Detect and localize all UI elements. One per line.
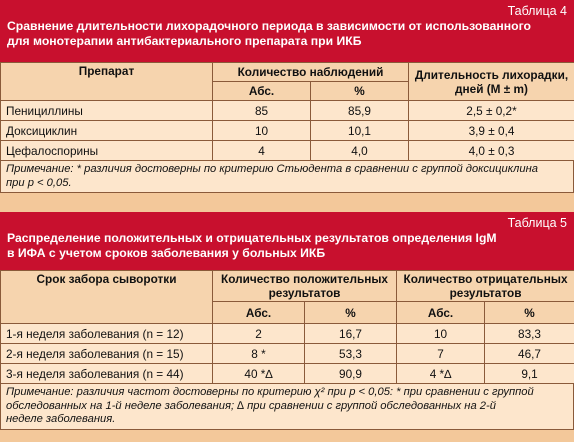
table-row bbox=[1, 344, 574, 364]
table4-cell-abs: 10 bbox=[213, 121, 311, 141]
table4-col-duration bbox=[409, 63, 574, 101]
table5-cell-pos-pct: 90,9 bbox=[305, 364, 397, 384]
table4-header bbox=[0, 0, 574, 62]
table5-cell-neg-abs: 4 *∆ bbox=[397, 364, 485, 384]
table5-cell-pos-abs: 2 bbox=[213, 324, 305, 344]
table4-note-line1: Примечание: * различия достоверны по критерию Стьюдента в сравнении с группой доксициклина bbox=[6, 163, 538, 175]
table5-note-line2: обследованных на 1-й неделе заболевания; ∆ при сравнении с группой обследованных на 2-й bbox=[6, 399, 496, 412]
table5-title-line2: в ИФА с учетом сроков заболевания у больных ИКБ bbox=[7, 246, 326, 260]
table4-cell-abs: 85 bbox=[213, 101, 311, 121]
table4-col-duration-line2: дней (M ± m) bbox=[455, 81, 528, 96]
table4-cell-pct: 85,9 bbox=[311, 101, 409, 121]
table4-col-abs: Абс. bbox=[213, 82, 311, 101]
table-row bbox=[1, 324, 574, 344]
table4-col-pct: % bbox=[311, 82, 409, 101]
table5-cell-neg-pct: 46,7 bbox=[485, 344, 574, 364]
table5-title-line1: Распределение положительных и отрицательных результатов определения IgM bbox=[7, 231, 497, 245]
table5 bbox=[0, 270, 574, 384]
table5-col-period: Срок забора сыворотки bbox=[1, 271, 213, 324]
table4-cell-duration: 3,9 ± 0,4 bbox=[409, 121, 574, 141]
table5-col-neg-pct: % bbox=[485, 302, 574, 324]
table5-col-pos-abs: Абс. bbox=[213, 302, 305, 324]
table5-cell-pos-pct: 53,3 bbox=[305, 344, 397, 364]
table5-cell-neg-pct: 83,3 bbox=[485, 324, 574, 344]
table5-cell-neg-abs: 7 bbox=[397, 344, 485, 364]
table5-note-line3: неделе заболевания. bbox=[6, 413, 116, 425]
table5-col-negative-line2: результатов bbox=[449, 286, 522, 300]
table4-note bbox=[0, 161, 574, 193]
table-row bbox=[1, 101, 574, 121]
table-row bbox=[1, 364, 574, 384]
table5-cell-neg-abs: 10 bbox=[397, 324, 485, 344]
table5-col-negative-line1: Количество отрицательных bbox=[403, 272, 568, 286]
table4-cell-abs: 4 bbox=[213, 141, 311, 161]
table4-col-duration-line1: Длительность лихорадки, bbox=[414, 67, 569, 82]
table4-block bbox=[0, 0, 574, 193]
table5-col-positive-line2: результатов bbox=[268, 286, 341, 300]
table-row bbox=[1, 141, 574, 161]
table5-col-neg-abs: Абс. bbox=[397, 302, 485, 324]
table4-number: Таблица 4 bbox=[507, 4, 567, 18]
table5-cell-neg-pct: 9,1 bbox=[485, 364, 574, 384]
table5-col-negative bbox=[397, 271, 574, 302]
table4-cell-drug: Пенициллины bbox=[1, 101, 213, 121]
table5-note-line1: Примечание: различия частот достоверны по критерию χ² при p < 0,05: * при сравнении с группой bbox=[6, 386, 534, 398]
table-row bbox=[1, 121, 574, 141]
table4-cell-drug: Доксициклин bbox=[1, 121, 213, 141]
table4-title-line2: для монотерапии антибактериального препарата при ИКБ bbox=[7, 34, 362, 48]
table4-cell-duration: 4,0 ± 0,3 bbox=[409, 141, 574, 161]
table5-col-positive bbox=[213, 271, 397, 302]
table5-note bbox=[0, 384, 574, 430]
table5-cell-period: 3-я неделя заболевания (n = 44) bbox=[1, 364, 213, 384]
table5-col-pos-pct: % bbox=[305, 302, 397, 324]
table4-title-line1: Сравнение длительности лихорадочного периода в зависимости от использованного bbox=[7, 19, 531, 33]
table4 bbox=[0, 62, 574, 161]
table4-cell-duration: 2,5 ± 0,2* bbox=[409, 101, 574, 121]
table4-col-observations: Количество наблюдений bbox=[213, 63, 409, 82]
table5-block bbox=[0, 212, 574, 430]
table4-cell-pct: 4,0 bbox=[311, 141, 409, 161]
table4-col-drug: Препарат bbox=[1, 63, 213, 101]
table5-cell-pos-abs: 40 *∆ bbox=[213, 364, 305, 384]
table5-header bbox=[0, 212, 574, 270]
table4-cell-drug: Цефалоспорины bbox=[1, 141, 213, 161]
table5-cell-pos-abs: 8 * bbox=[213, 344, 305, 364]
table4-note-line2: при p < 0,05. bbox=[6, 176, 72, 189]
table5-number: Таблица 5 bbox=[507, 216, 567, 230]
table5-cell-period: 2-я неделя заболевания (n = 15) bbox=[1, 344, 213, 364]
table5-col-positive-line1: Количество положительных bbox=[221, 272, 388, 286]
table5-cell-period: 1-я неделя заболевания (n = 12) bbox=[1, 324, 213, 344]
table4-cell-pct: 10,1 bbox=[311, 121, 409, 141]
table5-cell-pos-pct: 16,7 bbox=[305, 324, 397, 344]
